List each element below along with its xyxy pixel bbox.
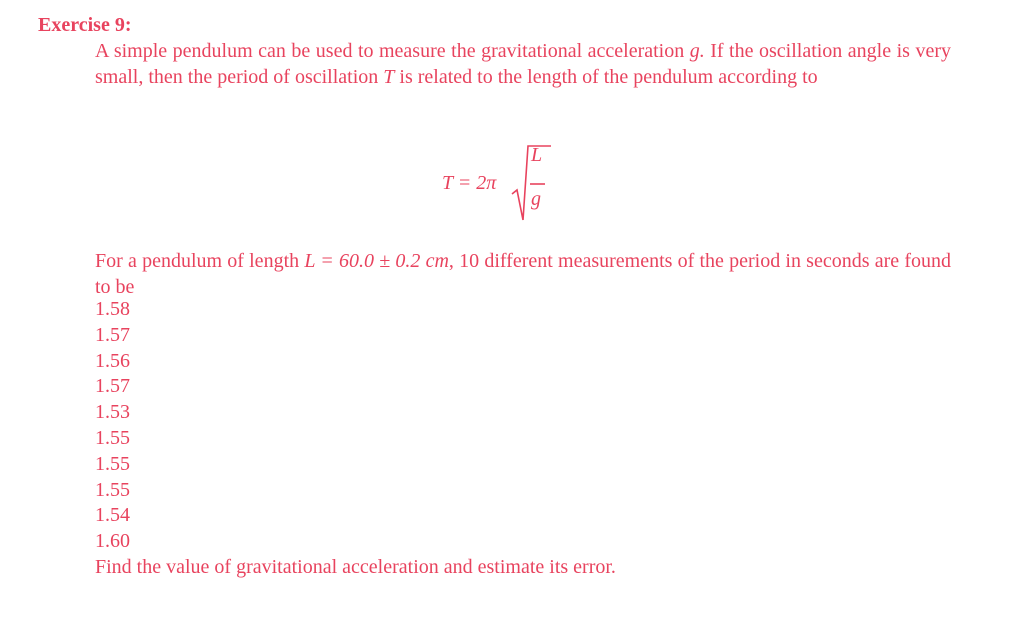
exercise-question: Find the value of gravitational acceleration and estimate its error. xyxy=(95,556,616,578)
intro-variable-g: g. xyxy=(689,40,705,62)
measurement-item: 1.56 xyxy=(95,349,130,372)
measurement-item: 1.55 xyxy=(95,426,130,449)
statement-text-2: , 10 different measurements of the period in seconds are found to be xyxy=(95,250,951,298)
exercise-title: Exercise 9: xyxy=(38,14,132,36)
period-formula xyxy=(442,142,582,224)
pendulum-statement xyxy=(95,248,951,300)
formula-numerator: L xyxy=(531,144,543,166)
pendulum-length: L = 60.0 ± 0.2 cm xyxy=(304,250,449,272)
intro-text-2: If the oscillation angle is very small, then the period of oscillation xyxy=(95,40,951,88)
measurement-item: 1.55 xyxy=(95,478,130,501)
period-measurements-list xyxy=(95,297,130,555)
formula-lhs: T = 2π xyxy=(442,172,497,194)
measurement-item: 1.57 xyxy=(95,375,130,398)
statement-text-1: For a pendulum of length xyxy=(95,250,305,272)
measurement-item: 1.54 xyxy=(95,504,130,527)
measurement-item: 1.55 xyxy=(95,452,130,475)
measurement-item: 1.60 xyxy=(95,530,130,553)
square-root-sign xyxy=(511,142,583,224)
intro-text-1: A simple pendulum can be used to measure the gravitational acceleration xyxy=(95,40,690,62)
intro-variable-t: T xyxy=(383,66,395,88)
intro-text-3: is related to the length of the pendulum according to xyxy=(394,66,818,88)
intro-paragraph xyxy=(95,38,951,90)
measurement-item: 1.57 xyxy=(95,323,130,346)
measurement-item: 1.53 xyxy=(95,401,130,424)
formula-denominator: g xyxy=(531,188,541,210)
measurement-item: 1.58 xyxy=(95,298,130,320)
